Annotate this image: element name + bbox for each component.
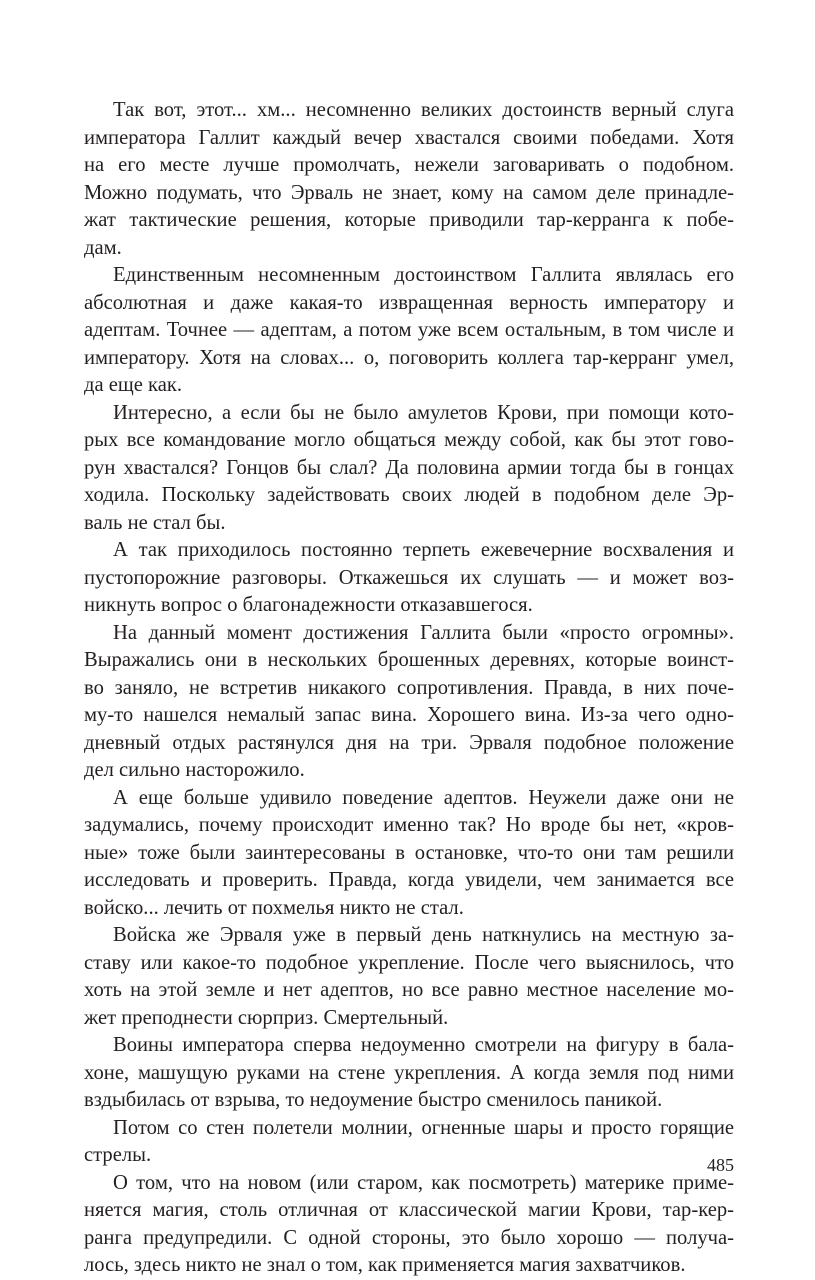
text-line: адептам. Точнее — адептам, а потом уже всем остальным, в том числе и (84, 319, 734, 341)
text-line: ставу или какое-то подобное укрепление. После чего выяснилось, что (84, 951, 734, 974)
text-line: хоне, машущую руками на стене укрепления. А когда земля под ними (84, 1061, 734, 1084)
text-line: жет преподнести сюрприз. Смертельный. (84, 1006, 449, 1029)
text-line: дел сильно насторожило. (84, 759, 305, 781)
text-line: Единственным несомненным достоинством Галлита являлась его (113, 264, 734, 286)
paragraph (84, 922, 734, 1032)
text-line: стрелы. (84, 1144, 152, 1166)
text-line: исследовать и проверить. Правда, когда увидели, чем занимается все (84, 869, 734, 891)
text-line: О том, что на новом (или старом, как посмотреть) материке приме- (113, 1171, 734, 1194)
paragraph (84, 537, 734, 620)
text-line: ные» тоже были заинтересованы в остановке, что-то они там решили (84, 841, 734, 864)
text-line: Выражались они в нескольких брошенных деревнях, которые воинст- (84, 649, 734, 671)
text-line: пустопорожние разговоры. Откажешься их слушать — и может воз- (84, 566, 734, 589)
text-line: во заняло, не встретив никакого сопротивления. Правда, в них поче- (84, 676, 734, 699)
text-line: никнуть вопрос о благонадежности отказавшегося. (84, 594, 533, 616)
text-line: А еще больше удивило поведение адептов. Неужели даже они не (113, 786, 734, 809)
text-line: задумались, почему происходит именно так? Но вроде бы нет, «кров- (84, 814, 734, 836)
text-line: няется магия, столь отличная от классической магии Крови, тар-кер- (84, 1199, 734, 1221)
text-line: Потом со стен полетели молнии, огненные шары и просто горящие (113, 1116, 734, 1139)
paragraph (84, 1170, 734, 1280)
text-line: дам. (84, 236, 122, 259)
text-line: рых все командование могло общаться между собой, как бы этот гово- (84, 429, 734, 451)
paragraph (84, 785, 734, 923)
text-line: хоть на этой земле и нет адептов, но все равно местное население мо- (84, 979, 734, 1001)
text-line: императора Галлит каждый вечер хвастался своими победами. Хотя (84, 126, 734, 149)
page-number: 485 (707, 1155, 734, 1175)
text-line: валь не стал бы. (84, 511, 226, 534)
text-line: на его месте лучше промолчать, нежели заговаривать о подобном. (84, 154, 734, 176)
text-line: Так вот, этот... хм... несомненно великих достоинств верный слуга (113, 99, 734, 121)
text-line: императору. Хотя на словах... о, поговорить коллега тар-керранг умел, (84, 346, 734, 369)
text-line: вздыбилась от взрыва, то недоумение быстро сменилось паникой. (84, 1089, 663, 1111)
text-line: Интересно, а если бы не было амулетов Крови, при помощи кото- (113, 401, 734, 424)
paragraph (84, 400, 734, 538)
body-text (84, 97, 734, 1280)
paragraph (84, 1032, 734, 1115)
paragraph (84, 262, 734, 400)
text-line: ходила. Поскольку задействовать своих людей в подобном деле Эр- (84, 484, 734, 506)
text-line: му-то нашелся немалый запас вина. Хорошего вина. Из-за чего одно- (84, 704, 734, 726)
text-line: дневный отдых растянулся дня на три. Эрваля подобное положение (84, 731, 734, 754)
paragraph (84, 1115, 734, 1170)
text-line: А так приходилось постоянно терпеть ежевечерние восхваления и (113, 539, 734, 561)
text-line: лось, здесь никто не знал о том, как применяется магия захватчиков. (84, 1254, 686, 1276)
text-line: Можно подумать, что Эрваль не знает, кому на самом деле принадле- (84, 181, 734, 204)
text-line: На данный момент достижения Галлита были «просто огромны». (113, 621, 734, 644)
text-line: Войска же Эрваля уже в первый день наткнулись на местную за- (113, 924, 734, 946)
text-line: ранга предупредили. С одной стороны, это было хорошо — получа- (84, 1226, 734, 1249)
paragraph (84, 620, 734, 785)
paragraph (84, 97, 734, 262)
text-line: да еще как. (84, 374, 183, 396)
text-line: Воины императора сперва недоуменно смотрели на фигуру в бала- (113, 1034, 734, 1056)
text-line: жат тактические решения, которые приводили тар-керранга к побе- (84, 209, 734, 231)
text-line: абсолютная и даже какая-то извращенная верность императору и (84, 291, 734, 314)
text-line: рун хвастался? Гонцов бы слал? Да половина армии тогда бы в гонцах (84, 456, 734, 479)
text-line: войско... лечить от похмелья никто не стал. (84, 896, 464, 919)
